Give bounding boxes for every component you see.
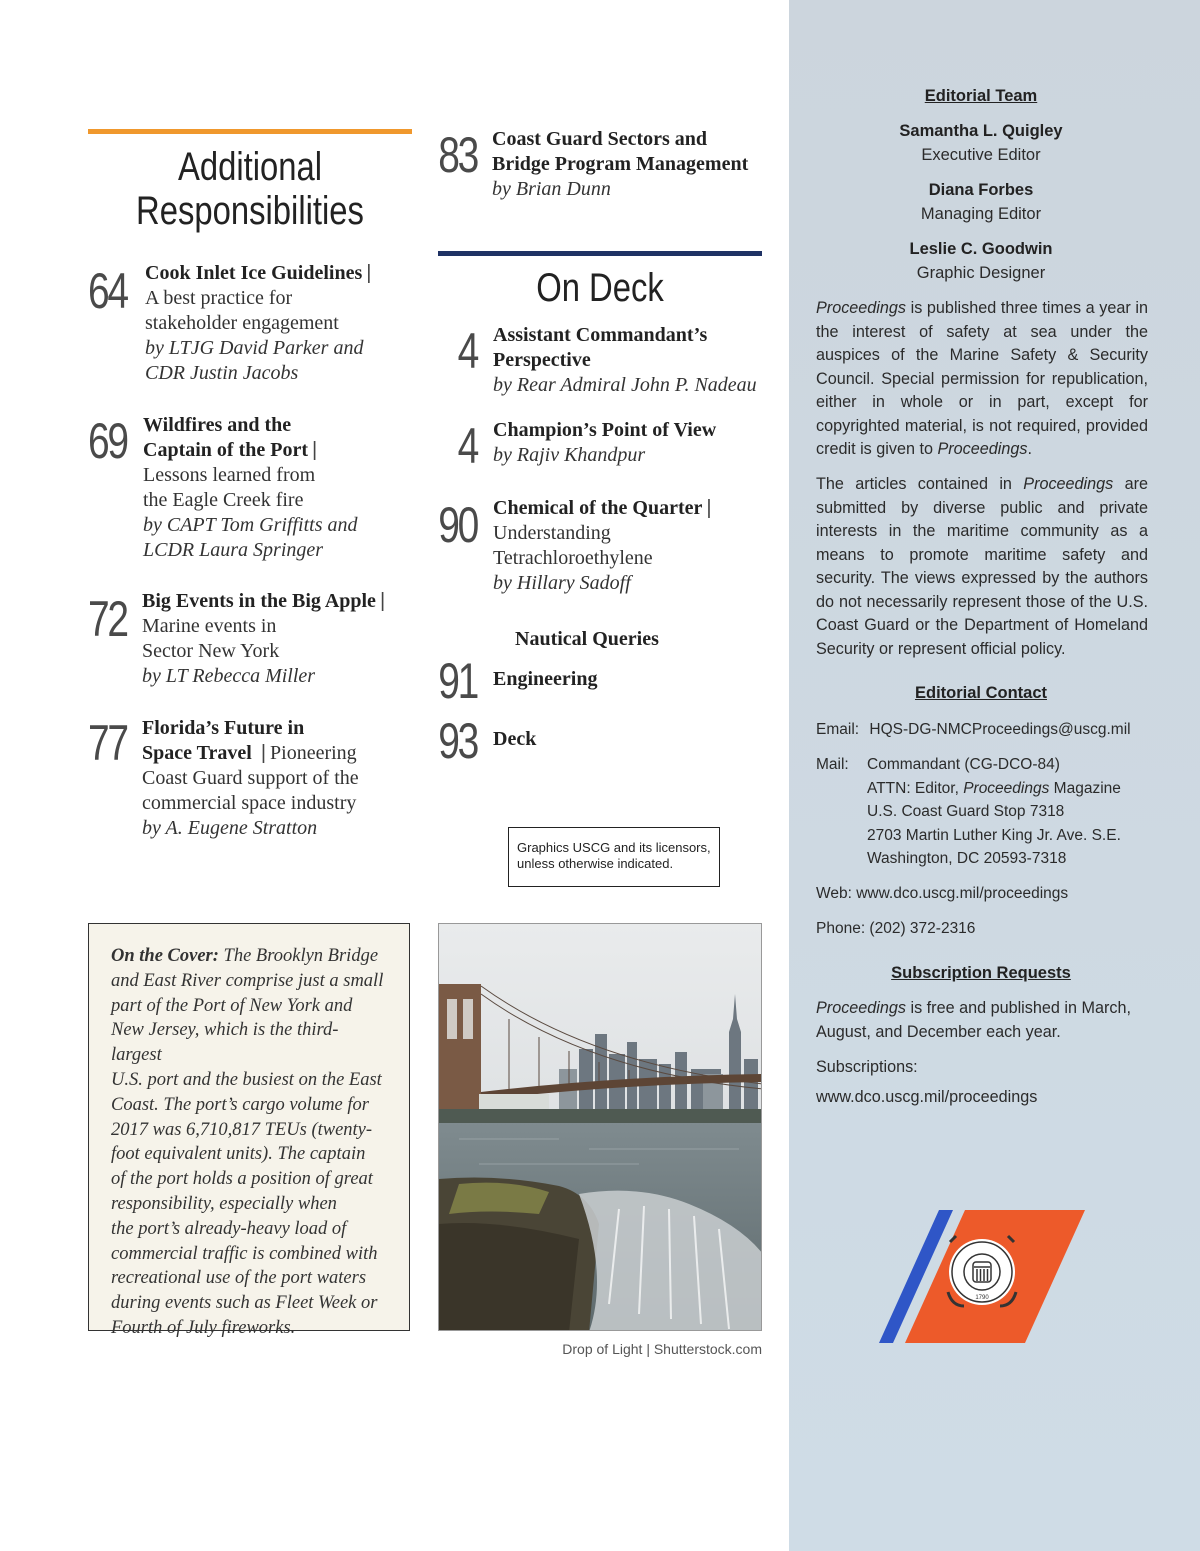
editorial-panel (789, 0, 1200, 1551)
team-member-name: Diana Forbes (928, 181, 1034, 199)
page-number: 93 (438, 713, 477, 769)
article-subtitle: Coast Guard support of the (142, 767, 359, 789)
article-title: Cook Inlet Ice Guidelines (145, 262, 363, 284)
article-author: by LT Rebecca Miller (142, 665, 316, 687)
brooklyn-bridge-illustration (439, 924, 762, 1331)
article-subtitle: Lessons learned from (143, 464, 316, 486)
web-link[interactable]: Web: www.dco.uscg.mil/proceedings (816, 885, 1069, 902)
query-label: Engineering (493, 668, 598, 690)
email-row: Email: HQS-DG-NMCProceedings@uscg.mil (816, 721, 1131, 738)
page-number: 4 (457, 323, 477, 379)
email-link[interactable]: HQS-DG-NMCProceedings@uscg.mil (869, 721, 1131, 738)
mail-address: Commandant (CG-DCO-84) ATTN: Editor, Proceedings Magazine U.S. Coast Guard Stop 7318 2703 Martin Luther King Jr. Ave. S.E. Washington, DC 20593-7318 (867, 756, 1121, 867)
article-author: by LTJG David Parker and (145, 337, 364, 359)
subscription-heading: Subscription Requests (891, 964, 1071, 982)
team-member-name: Samantha L. Quigley (899, 122, 1063, 140)
article-subtitle: A best practice for (145, 287, 293, 309)
page-number: 72 (88, 591, 127, 647)
article-author: by A. Eugene Stratton (142, 817, 318, 839)
cover-label: On the Cover: (111, 946, 219, 966)
article-title: Coast Guard Sectors and (492, 128, 708, 150)
page-number: 77 (88, 715, 127, 771)
team-member-role: Graphic Designer (916, 264, 1046, 282)
article-title: Assistant Commandant’s (493, 324, 708, 346)
page-number: 69 (88, 413, 127, 469)
subscriptions-link[interactable]: www.dco.uscg.mil/proceedings (816, 1088, 1038, 1106)
section-rule-orange (88, 129, 412, 134)
subscription-text: Proceedings is free and published in March, August, and December each year. (816, 999, 1131, 1041)
section-title-additional: Additional Responsibilities (136, 145, 364, 233)
page-number: 90 (438, 497, 477, 553)
cover-description-box: On the Cover: The Brooklyn Bridge and East River comprise just a small part of the Port of New York and New Jersey, which is the third-largest U.S. port and the busiest on the East Coast. The port’s cargo volume for 2017 was 6,710,817 TEUs (twenty- foot equivalent units). The captain of the port holds a position of great responsibility, especially when the port’s already-heavy load of commercial traffic is combined with recreational use of the port waters during events such as Fleet Week or Fourth of July fireworks. (88, 923, 410, 1331)
team-member-role: Executive Editor (921, 146, 1041, 164)
phone-number: Phone: (202) 372-2316 (816, 920, 976, 937)
page-number: 91 (438, 653, 477, 709)
article-title: Wildfires and the (143, 414, 292, 436)
article-author: by Rear Admiral John P. Nadeau (493, 374, 757, 396)
editorial-contact-heading: Editorial Contact (914, 684, 1047, 702)
article-author: by Hillary Sadoff (493, 572, 631, 594)
team-member-name: Leslie C. Goodwin (909, 240, 1053, 258)
team-member-role: Managing Editor (920, 205, 1042, 223)
mail-label: Mail: (816, 756, 849, 773)
about-paragraph-1: Proceedings is published three times a year in the interest of safety at sea under the auspices of the Marine Safety & Security Council. Special permission for republication, either in whole or in part, except for copyrighted material, is not required, provided credit is given to Proceedings. (816, 299, 1148, 458)
page-number: 83 (438, 127, 477, 183)
article-subtitle: Understanding (493, 522, 611, 544)
section-rule-navy (438, 251, 762, 256)
cover-photo-brooklyn-bridge (438, 923, 762, 1331)
section-title-on-deck: On Deck (536, 266, 664, 310)
subscriptions-label: Subscriptions: (816, 1058, 918, 1076)
page-number: 64 (88, 263, 127, 319)
nautical-queries-heading: Nautical Queries (515, 628, 659, 650)
graphics-credit-note: Graphics USCG and its licensors, unless otherwise indicated. (508, 827, 720, 887)
query-label: Deck (493, 728, 537, 750)
article-author: by Rajiv Khandpur (493, 444, 646, 466)
article-subtitle: Marine events in (142, 615, 277, 637)
article-author: by CAPT Tom Griffitts and (143, 514, 358, 536)
article-title: Florida’s Future in (142, 717, 305, 739)
about-paragraph-2: The articles contained in Proceedings are submitted by diverse public and private interests in the maritime community as a means to promote maritime safety and security. The views expressed by the authors do not necessarily represent those of the U.S. Coast Guard or the Department of Homeland Security or represent official policy. (816, 475, 1148, 658)
editorial-team-heading: Editorial Team (924, 87, 1038, 105)
uscg-logo-icon (879, 1210, 1089, 1345)
logo-year: 1790 (975, 1295, 989, 1301)
article-author: by Brian Dunn (492, 178, 611, 200)
photo-credit: Drop of Light | Shutterstock.com (562, 1341, 762, 1357)
article-title: Chemical of the Quarter (493, 497, 703, 519)
article-title: Big Events in the Big Apple (142, 590, 376, 612)
article-title: Champion’s Point of View (493, 419, 717, 441)
page-number: 4 (457, 418, 477, 474)
